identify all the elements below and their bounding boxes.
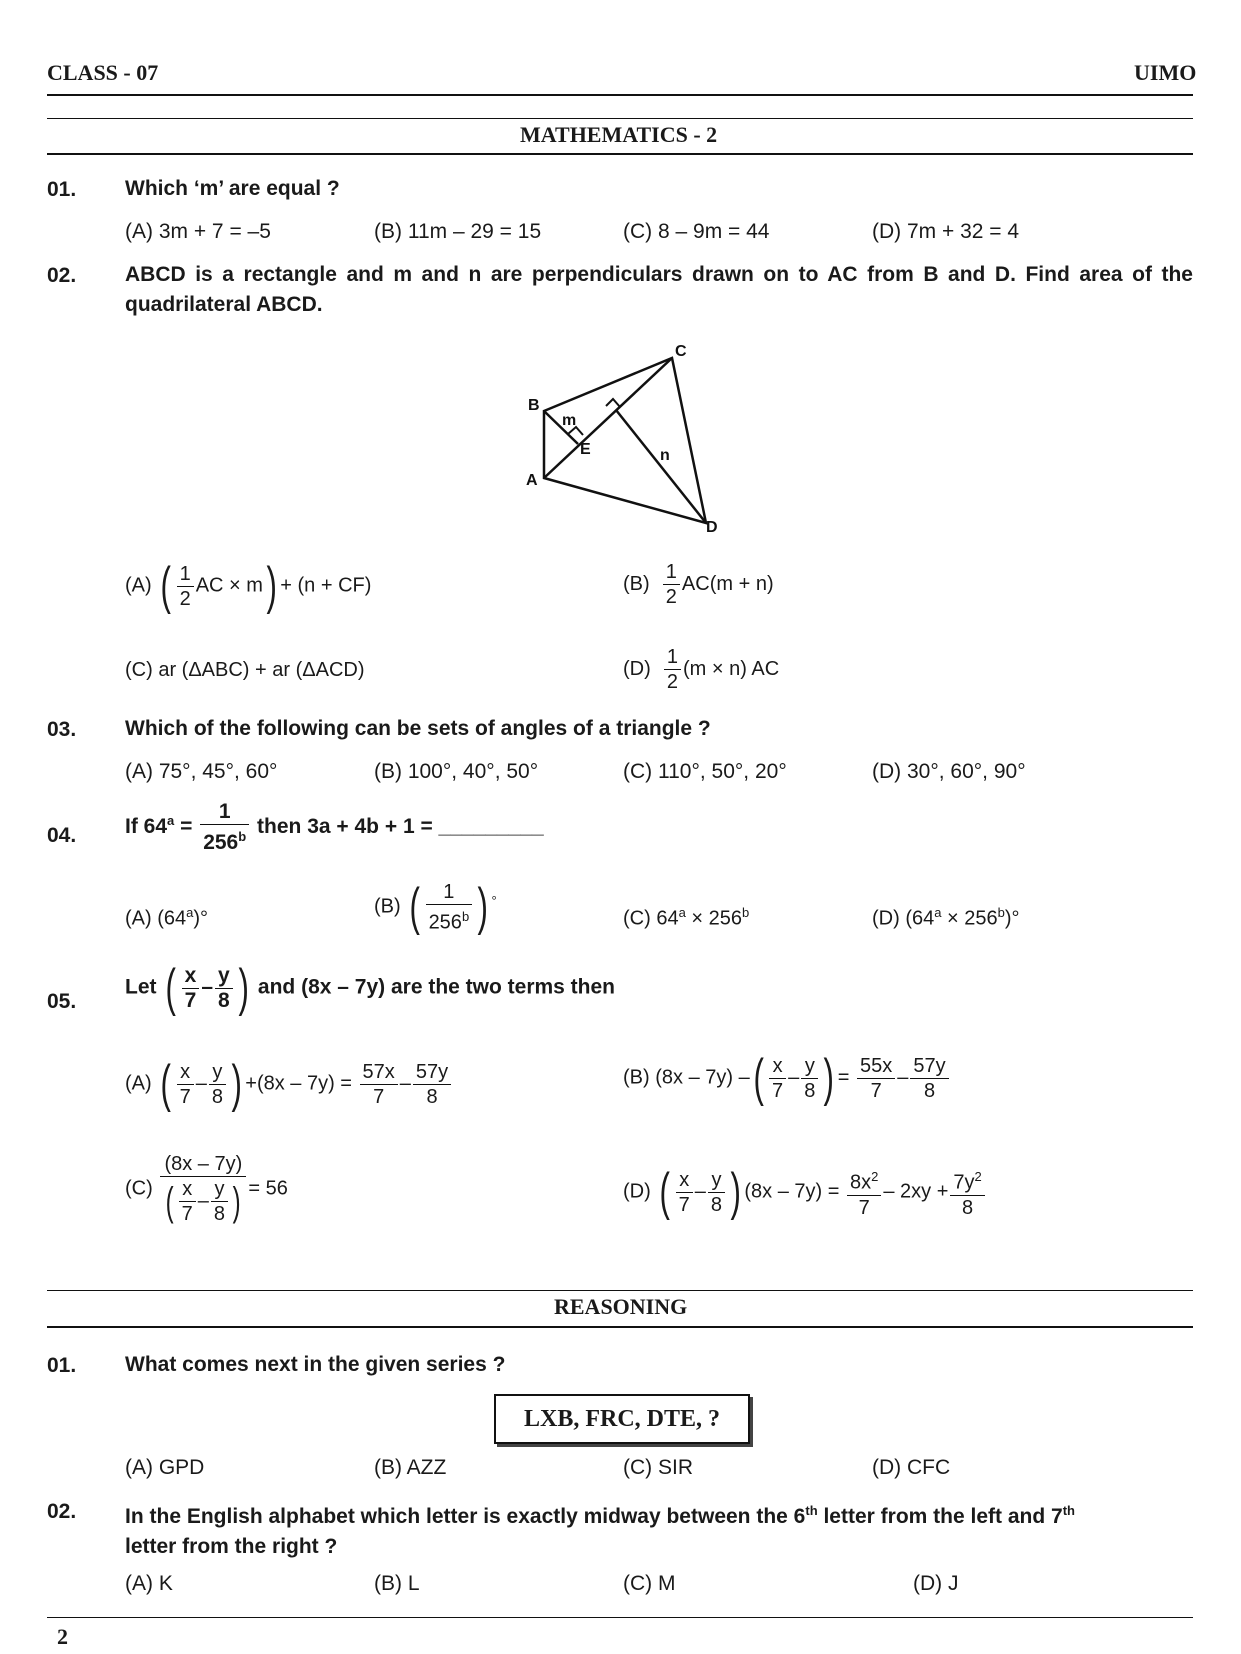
question-number: 04.: [47, 824, 77, 847]
section-rule-top: [47, 118, 1193, 119]
header-rule: [47, 94, 1193, 96]
label-b: B: [528, 397, 540, 414]
question-number: 02.: [47, 1500, 77, 1523]
section-rule-bottom: [47, 1326, 1193, 1328]
series-box: LXB, FRC, DTE, ?: [494, 1394, 750, 1444]
question-text: Which ‘m’ are equal ?: [125, 177, 340, 200]
option-d: (D) ( $\frac{x}{7}$ – $\frac{y}{8}$ ) (8x – 7y) = $\frac{8x^2}{7}$ – 2xy + $\frac{7y^2}{8}$: [623, 1165, 987, 1220]
label-e: E: [580, 441, 591, 458]
label-n: n: [660, 447, 670, 464]
option-c: (C) 110°, 50°, 20°: [623, 760, 787, 783]
option-b: (B) (8x – 7y) –( $\frac{x}{7}$ – $\frac{y}{8}$ ) = $\frac{55x}{7}$ – $\frac{57y}{8}$: [623, 1052, 951, 1104]
footer-rule: [47, 1617, 1193, 1618]
label-c: C: [675, 343, 687, 360]
option-d: (D) $(64^a \times 256^b)^\circ$: [872, 905, 1020, 930]
option-d: (D) 7m + 32 = 4: [872, 220, 1020, 243]
option-c: (C) ar (ΔABC) + ar (ΔACD): [125, 659, 365, 681]
question-text: Let ( $\frac{x}{7}$ – $\frac{y}{8}$ ) and (8x – 7y) are the two terms then: [125, 959, 616, 1017]
option-c: (C) 8 – 9m = 44: [623, 220, 770, 243]
question-number: 02.: [47, 264, 77, 287]
quadrilateral-diagram: [520, 336, 730, 536]
label-m: m: [562, 412, 577, 429]
option-b: (B) ( $\frac{1}{256^b}$ ) °: [374, 878, 497, 937]
option-a: (A) 3m + 7 = –5: [125, 220, 271, 243]
question-text: What comes next in the given series ?: [125, 1353, 506, 1376]
option-d: (D) $\frac{1}{2}$ (m × n) AC: [623, 646, 780, 693]
option-c: (C) SIR: [623, 1456, 693, 1479]
option-b: (B) $\frac{1}{2}$ AC(m + n): [623, 561, 774, 608]
right-angle-mark-n: [606, 399, 620, 407]
exam-label: UIMO: [1134, 60, 1197, 85]
question-text: ABCD is a rectangle and m and n are perpendiculars drawn on to AC from B and D. Find area of the quadrilateral ABCD.: [125, 263, 1193, 316]
section-rule-bottom: [47, 153, 1193, 155]
option-d: (D) J: [913, 1572, 959, 1595]
option-a: (A) 75°, 45°, 60°: [125, 760, 278, 783]
section-title-reasoning: REASONING: [554, 1294, 688, 1319]
question-text: If $64^a$ = $\frac{1}{256^b}$ then 3a + 4b + 1 = _________: [125, 800, 544, 854]
option-c: (C) (8x – 7y) ( $\frac{x}{7}$ – $\frac{y}{8}$ ) = 56: [125, 1153, 288, 1225]
option-a: (A) K: [125, 1572, 173, 1595]
quadrilateral-outline: [544, 358, 706, 523]
question-number: 01.: [47, 178, 77, 201]
option-d: (D) 30°, 60°, 90°: [872, 760, 1026, 783]
option-a: (A) ( $\frac{x}{7}$ – $\frac{y}{8}$ ) +(8x – 7y) = $\frac{57x}{7}$ – $\frac{57y}{8}$: [125, 1058, 453, 1110]
section-title-math: MATHEMATICS - 2: [520, 122, 718, 147]
class-label: CLASS - 07: [47, 60, 159, 85]
question-number: 03.: [47, 718, 77, 741]
option-a: (A) (64$^a$)°: [125, 905, 209, 930]
option-a: (A) ( $\frac{1}{2}$ AC × m) + (n + CF): [125, 557, 372, 615]
option-d: (D) CFC: [872, 1456, 951, 1479]
page-number: 2: [57, 1624, 68, 1649]
option-a: (A) GPD: [125, 1456, 205, 1479]
option-b: (B) AZZ: [374, 1456, 447, 1479]
section-rule-top: [47, 1290, 1193, 1291]
perpendicular-n: [616, 410, 706, 523]
question-text: Which of the following can be sets of angles of a triangle ?: [125, 717, 711, 740]
question-text: In the English alphabet which letter is exactly midway between the 6th letter from the left and 7th letter from the right ?: [125, 1503, 1075, 1558]
option-b: (B) L: [374, 1572, 420, 1595]
option-c: (C) $64^a \times 256^b$: [623, 905, 750, 930]
option-c: (C) M: [623, 1572, 676, 1595]
question-number: 01.: [47, 1354, 77, 1377]
label-a: A: [526, 472, 538, 489]
label-d: D: [706, 519, 718, 536]
option-b: (B) 100°, 40°, 50°: [374, 760, 539, 783]
option-b: (B) 11m – 29 = 15: [374, 220, 542, 243]
question-number: 05.: [47, 990, 77, 1013]
